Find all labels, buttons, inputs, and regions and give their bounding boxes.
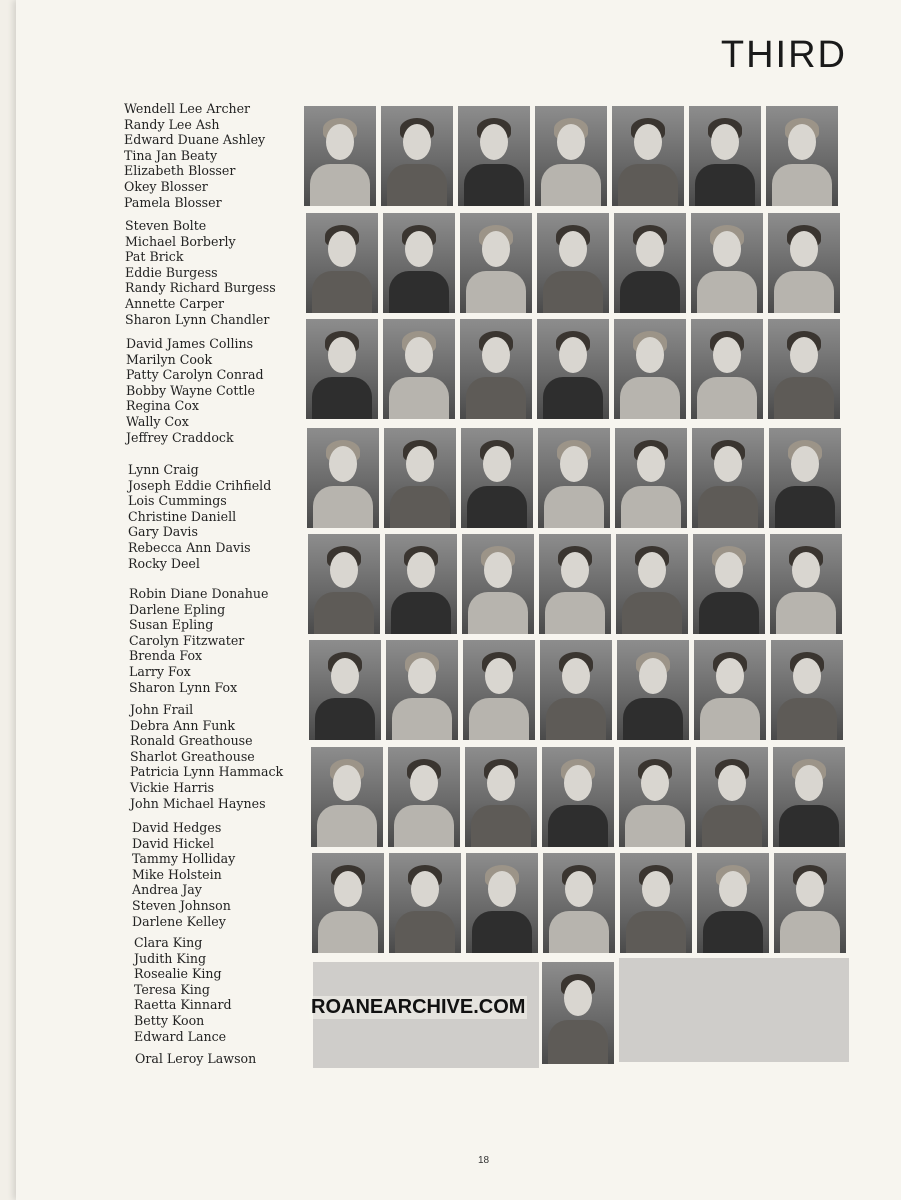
name-group-1: [124, 101, 265, 210]
student-photo: [537, 213, 609, 313]
student-name: Pamela Blosser: [124, 194, 222, 210]
name-group-9: [135, 1051, 256, 1067]
student-name: Betty Koon: [134, 1012, 205, 1028]
student-photo: [539, 534, 611, 634]
student-photo: [691, 319, 763, 419]
student-photo: [389, 853, 461, 953]
name-group-8: [134, 935, 232, 1044]
student-name: Wendell Lee Archer: [124, 101, 251, 116]
student-photo: [308, 534, 380, 634]
student-name: Annette Carper: [125, 295, 225, 311]
student-name: Wally Cox: [126, 413, 189, 429]
student-photo: [620, 853, 692, 953]
student-photo: [691, 213, 763, 313]
student-photo: [692, 428, 764, 528]
student-name: Christine Daniell: [128, 508, 237, 524]
student-photo: [616, 534, 688, 634]
student-name: Sharon Lynn Fox: [129, 679, 238, 695]
name-group-6: [130, 702, 283, 811]
student-name: Larry Fox: [129, 663, 191, 679]
student-name: John Michael Haynes: [130, 795, 266, 811]
name-group-3: [126, 336, 264, 445]
student-photo: [774, 853, 846, 953]
student-photo: [306, 213, 378, 313]
student-name: Steven Johnson: [132, 897, 231, 913]
student-photo: [689, 106, 761, 206]
student-photo: [388, 747, 460, 847]
student-photo: [311, 747, 383, 847]
student-name: Carolyn Fitzwater: [129, 632, 245, 648]
student-name: Patty Carolyn Conrad: [126, 367, 264, 383]
student-name: Jeffrey Craddock: [126, 429, 234, 445]
student-photo: [463, 640, 535, 740]
student-name: Patricia Lynn Hammack: [130, 764, 284, 780]
student-name: David Hedges: [132, 820, 222, 835]
student-photo: [304, 106, 376, 206]
student-photo: [386, 640, 458, 740]
student-photo: [538, 428, 610, 528]
student-photo: [768, 319, 840, 419]
student-name: Steven Bolte: [125, 218, 207, 233]
name-group-5: [129, 586, 268, 695]
student-photo: [615, 428, 687, 528]
student-photo: [542, 747, 614, 847]
student-name: Elizabeth Blosser: [124, 163, 236, 179]
student-photo: [694, 640, 766, 740]
student-photo: [614, 213, 686, 313]
student-name: Lois Cummings: [128, 493, 227, 509]
student-photo: [461, 428, 533, 528]
student-name: Darlene Epling: [129, 601, 226, 617]
student-name: David Hickel: [132, 835, 214, 851]
student-name: Oral Leroy Lawson: [135, 1051, 257, 1066]
student-photo: [771, 640, 843, 740]
student-photo: [693, 534, 765, 634]
student-name: Sharlot Greathouse: [130, 748, 255, 764]
watermark: ROANEARCHIVE.COM: [311, 996, 526, 1018]
student-name: Rocky Deel: [128, 555, 200, 571]
student-name: Andrea Jay: [132, 882, 202, 898]
student-photo: [697, 853, 769, 953]
student-name: Susan Epling: [129, 617, 214, 633]
student-name: Rosealie King: [134, 966, 222, 982]
blank-photo-panel-right: [619, 958, 849, 1062]
student-name: Randy Lee Ash: [124, 116, 220, 132]
student-name: Edward Lance: [134, 1028, 227, 1044]
student-photo: [619, 747, 691, 847]
name-group-4: [128, 462, 271, 571]
student-name: Sharon Lynn Chandler: [125, 311, 270, 327]
student-photo: [312, 853, 384, 953]
student-photo: [696, 747, 768, 847]
name-group-7: [132, 820, 235, 929]
student-name: Debra Ann Funk: [130, 717, 236, 733]
student-photo: [537, 319, 609, 419]
student-name: Bobby Wayne Cottle: [126, 382, 255, 398]
student-name: Regina Cox: [126, 398, 199, 414]
student-photo: [458, 106, 530, 206]
student-photo: [770, 534, 842, 634]
student-photo: [306, 319, 378, 419]
student-name: John Frail: [130, 702, 194, 717]
student-photo: [381, 106, 453, 206]
student-name: Edward Duane Ashley: [124, 132, 266, 148]
student-photo: [540, 640, 612, 740]
student-name: Rebecca Ann Davis: [128, 539, 251, 555]
student-name: Clara King: [134, 935, 203, 950]
student-photo: [309, 640, 381, 740]
student-photo: [466, 853, 538, 953]
student-photo: [384, 428, 456, 528]
student-name: Raetta Kinnard: [134, 997, 232, 1013]
student-name: Tammy Holliday: [132, 851, 236, 867]
student-name: Tina Jan Beaty: [124, 147, 218, 163]
student-photo: [307, 428, 379, 528]
student-name: Joseph Eddie Crihfield: [128, 477, 272, 493]
student-name: Randy Richard Burgess: [125, 280, 276, 296]
student-photo: [768, 213, 840, 313]
student-photo: [542, 962, 614, 1064]
student-photo: [460, 319, 532, 419]
student-name: Ronald Greathouse: [130, 733, 253, 749]
yearbook-page: [16, 0, 901, 1200]
student-name: Okey Blosser: [124, 178, 208, 194]
student-name: Robin Diane Donahue: [129, 586, 269, 601]
student-name: Marilyn Cook: [126, 351, 213, 367]
student-photo: [773, 747, 845, 847]
student-name: Brenda Fox: [129, 648, 203, 664]
student-name: Vickie Harris: [130, 779, 215, 795]
page-number: 18: [478, 1155, 490, 1166]
student-photo: [543, 853, 615, 953]
student-name: Eddie Burgess: [125, 264, 218, 280]
student-photo: [460, 213, 532, 313]
student-name: Darlene Kelley: [132, 913, 226, 929]
student-name: Mike Holstein: [132, 866, 222, 882]
student-name: Lynn Craig: [128, 462, 199, 477]
student-name: Pat Brick: [125, 249, 184, 265]
student-photo: [535, 106, 607, 206]
student-photo: [383, 319, 455, 419]
student-photo: [383, 213, 455, 313]
student-photo: [465, 747, 537, 847]
student-photo: [385, 534, 457, 634]
student-name: Teresa King: [134, 981, 210, 997]
student-photo: [614, 319, 686, 419]
student-name: Judith King: [134, 950, 207, 966]
student-photo: [612, 106, 684, 206]
student-photo: [617, 640, 689, 740]
student-name: David James Collins: [126, 336, 254, 351]
student-name: Gary Davis: [128, 524, 198, 540]
page-title: THIRD: [720, 34, 847, 76]
name-group-2: [125, 218, 276, 327]
student-photo: [769, 428, 841, 528]
student-name: Michael Borberly: [125, 233, 236, 249]
student-photo: [766, 106, 838, 206]
student-name-list: [16, 0, 316, 1100]
student-photo: [462, 534, 534, 634]
